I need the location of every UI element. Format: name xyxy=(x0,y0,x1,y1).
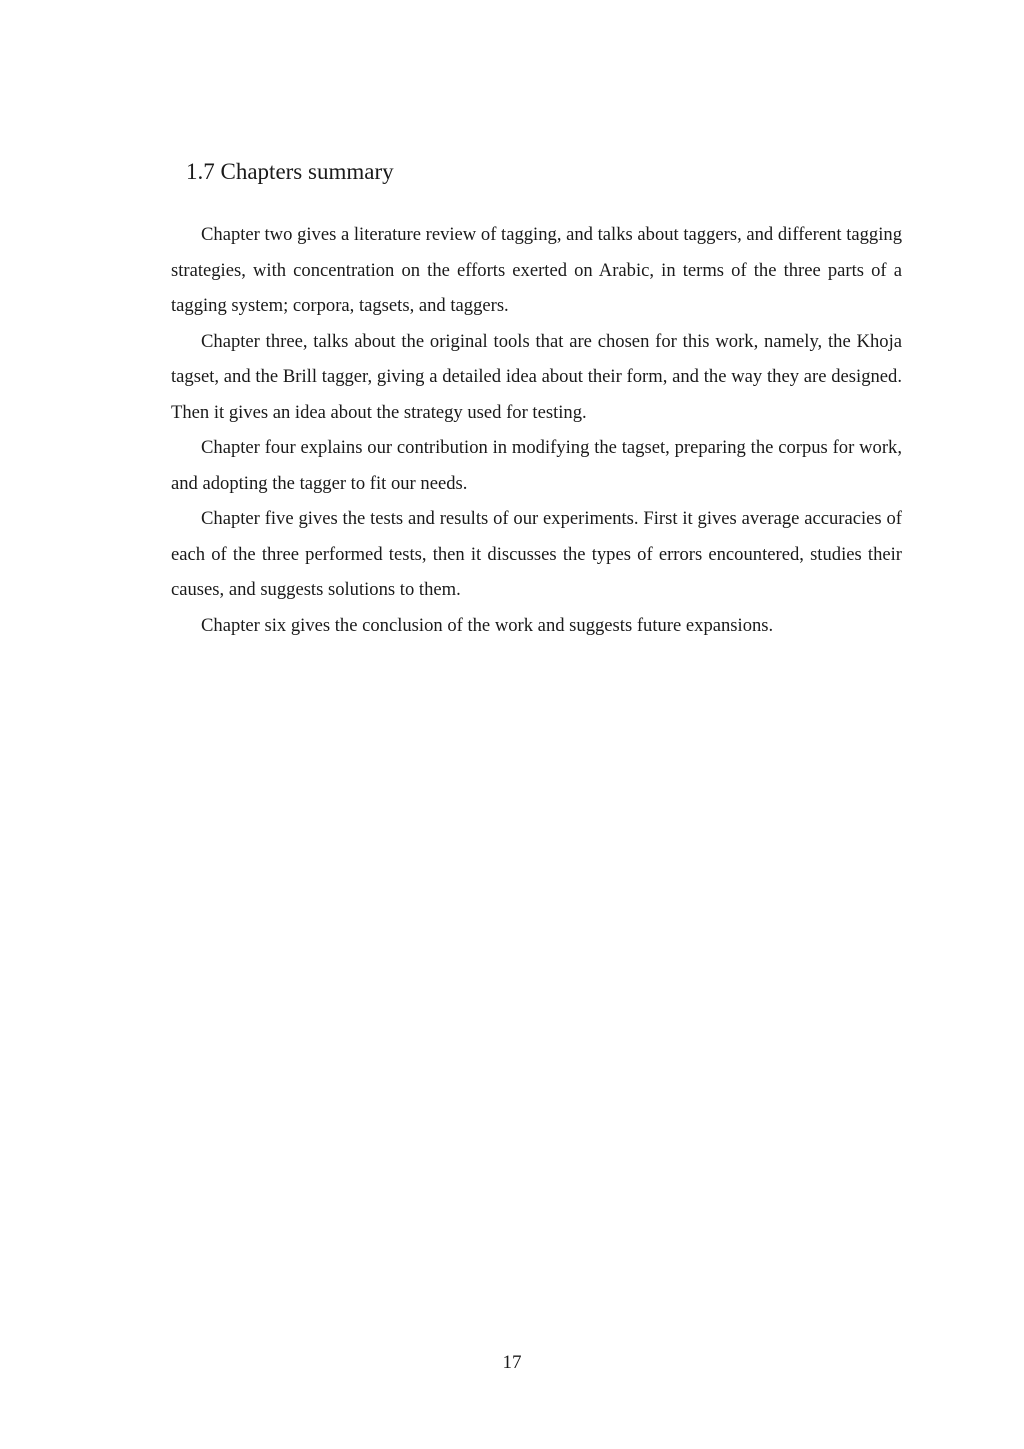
paragraph-chapter-six: Chapter six gives the conclusion of the work and suggests future expansions. xyxy=(201,614,774,636)
paragraph-chapter-four: Chapter four explains our contribution in modifying the tagset, preparing the corpus for work, and adopting the tagger to fit our needs. xyxy=(171,437,902,494)
paragraph-chapter-three: Chapter three, talks about the original tools that are chosen for this work, namely, the Khoja tagset, and the Brill tagger, giving a detailed idea about their form, and the way they are designed. Then it gives an idea about the strategy used for testing. xyxy=(171,330,902,423)
paragraph-chapter-two: Chapter two gives a literature review of tagging, and talks about taggers, and different tagging strategies, with concentration on the efforts exerted on Arabic, in terms of the three parts of a tagging system; corpora, tagsets, and taggers. xyxy=(171,224,902,316)
page-number: 17 xyxy=(502,1352,522,1373)
chapters-summary-body xyxy=(171,217,902,643)
section-heading: 1.7 Chapters summary xyxy=(186,159,394,184)
paragraph-chapter-five: Chapter five gives the tests and results of our experiments. First it gives average accuracies of each of the three performed tests, then it discusses the types of errors encountered, studies their causes, and suggests solutions to them. xyxy=(171,508,902,600)
